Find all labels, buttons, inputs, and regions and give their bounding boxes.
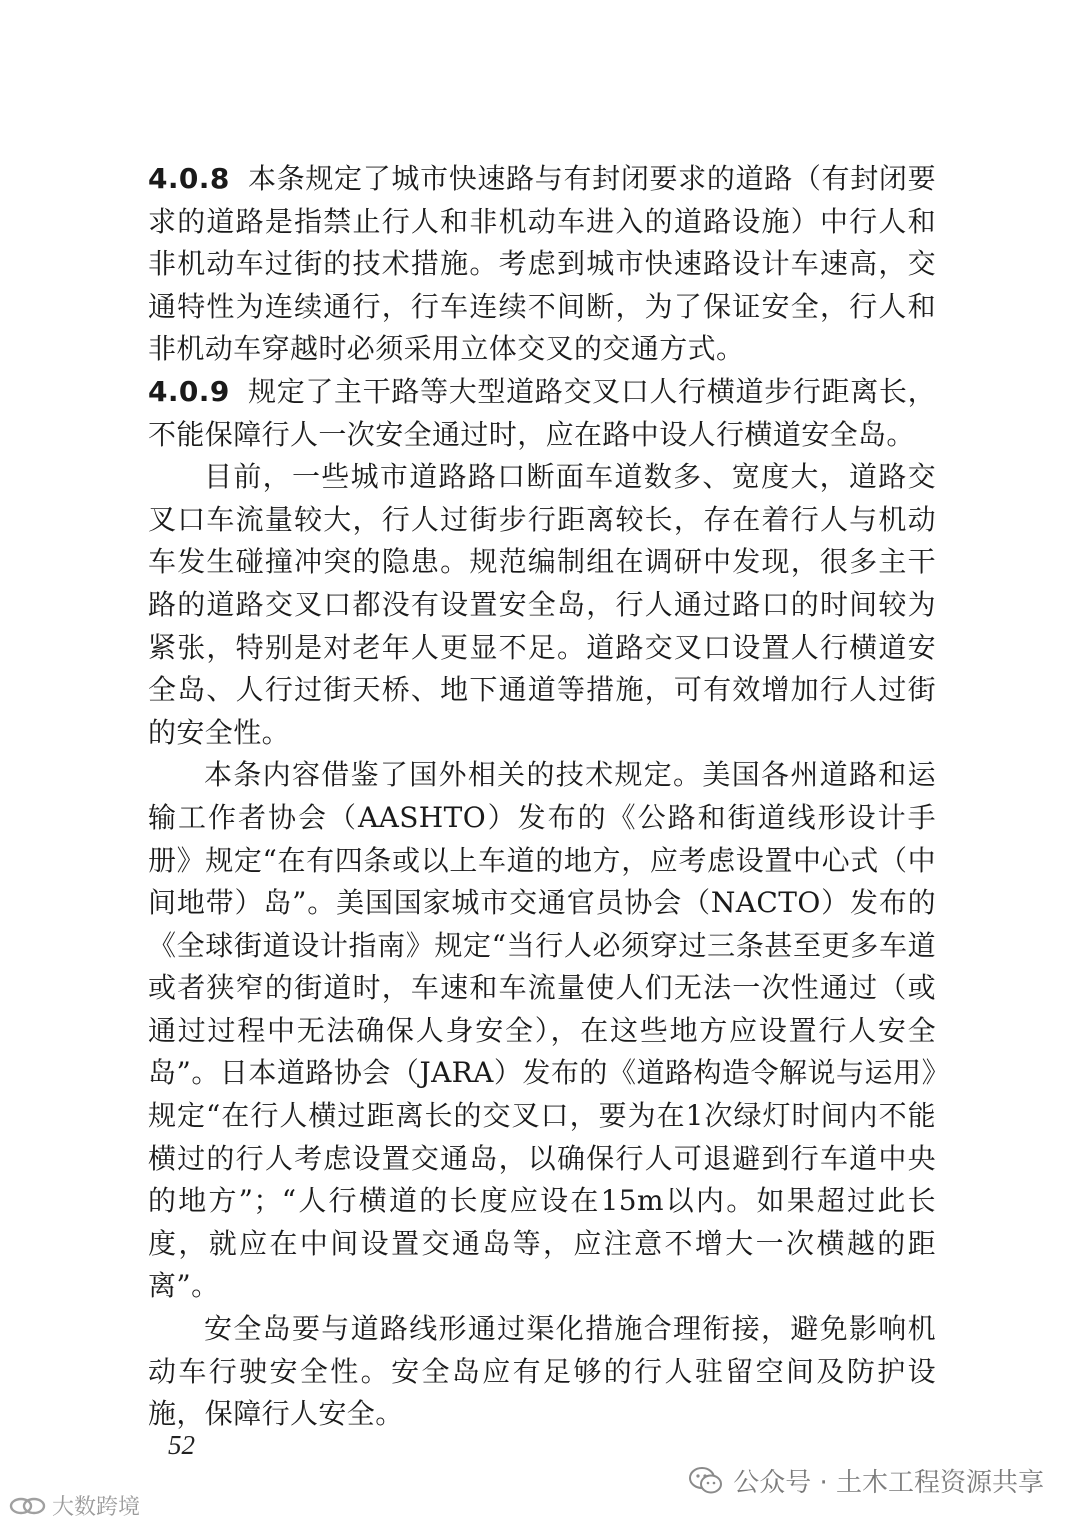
wechat-icon bbox=[689, 1466, 723, 1496]
link-logo-icon bbox=[8, 1493, 48, 1519]
paragraph: 目前，一些城市道路路口断面车道数多、宽度大，道路交叉口车流量较大，行人过街步行距离较长，存在着行人与机动车发生碰撞冲突的隐患。规范编制组在调研中发现，很多主干路的道路交叉口都没有设置安全岛，行人通过路口的时间较为紧张，特别是对老年人更显不足。道路交叉口设置人行横道安全岛、人行过街天桥、地下通道等措施，可有效增加行人过街的安全性。 bbox=[148, 460, 936, 749]
page-number: 52 bbox=[168, 1430, 195, 1460]
corner-watermark bbox=[8, 1490, 140, 1521]
paragraph: 安全岛要与道路线形通过渠化措施合理衔接，避免影响机动车行驶安全性。安全岛应有足够的行人驻留空间及防护设施，保障行人安全。 bbox=[148, 1312, 936, 1431]
corner-watermark-label: 大数跨境 bbox=[52, 1495, 141, 1520]
clause-text: 本条规定了城市快速路与有封闭要求的道路（有封闭要求的道路是指禁止行人和非机动车进入的道路设施）中行人和非机动车过街的技术措施。考虑到城市快速路设计车速高，交通特性为连续通行，行车连续不间断，为了保证安全，行人和非机动车穿越时必须采用立体交叉的交通方式。 bbox=[148, 162, 936, 366]
wechat-watermark bbox=[689, 1462, 1044, 1499]
paragraph: 本条内容借鉴了国外相关的技术规定。美国各州道路和运输工作者协会（AASHTO）发布的《公路和街道线形设计手册》规定“在有四条或以上车道的地方，应考虑设置中心式（中间地带）岛”。美国国家城市交通官员协会（NACTO）发布的《全球街道设计指南》规定“当行人必须穿过三条甚至更多车道或者狭窄的街道时，车速和车流量使人们无法一次性通过（或通过过程中无法确保人身安全），在这些地方应设置行人安全岛”。日本道路协会（JARA）发布的《道路构造令解说与运用》规定“在行人横过距离长的交叉口，要为在1次绿灯时间内不能横过的行人考虑设置交通岛，以确保行人可退避到行车道中央的地方”；“人行横道的长度应设在15m以内。如果超过此长度，就应在中间设置交通岛等，应注意不增大一次横越的距离”。 bbox=[148, 758, 936, 1303]
document-body bbox=[148, 158, 936, 1436]
clause-number: 4.0.8 bbox=[148, 162, 230, 195]
clause-text: 规定了主干路等大型道路交叉口人行横道步行距离长，不能保障行人一次安全通过时，应在路中设人行横道安全岛。 bbox=[148, 374, 936, 451]
wechat-label: 公众号 · 土木工程资源共享 bbox=[733, 1468, 1044, 1498]
clause-4-0-8 bbox=[148, 158, 936, 371]
clause-4-0-9 bbox=[148, 371, 936, 456]
clause-number: 4.0.9 bbox=[148, 374, 230, 408]
